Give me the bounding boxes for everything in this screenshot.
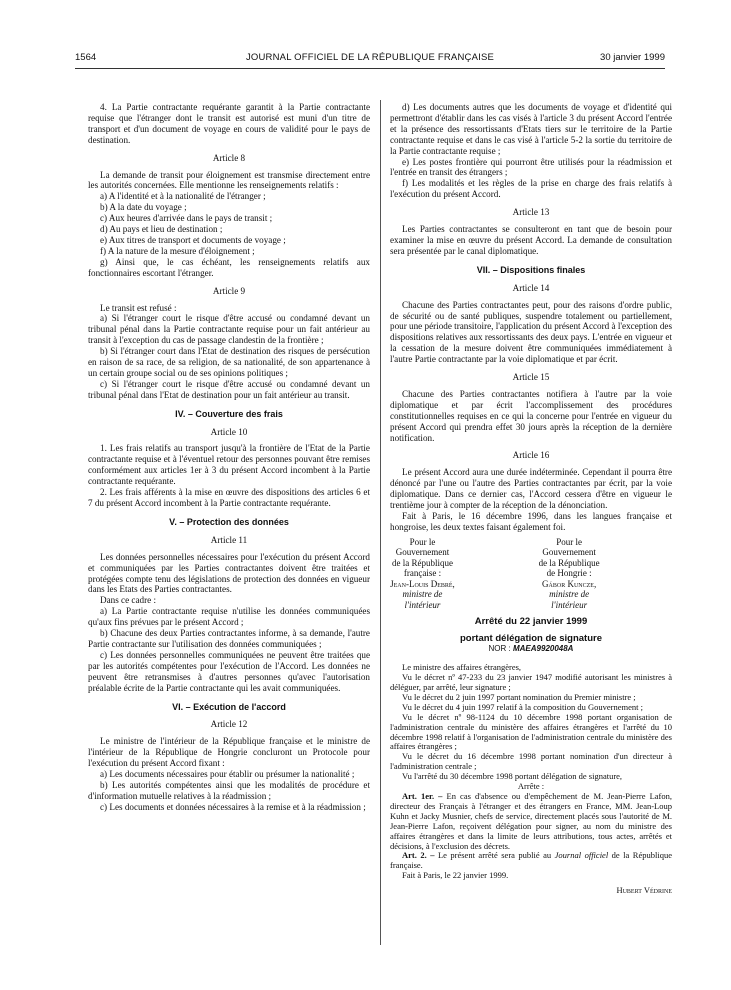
list-item: b) Chacune des deux Parties contractantes informe, à sa demande, l'autre Partie contractante sur l'utilisation des données communiquées ; [88,628,370,649]
article-heading: Article 9 [212,285,246,296]
article-heading: Article 10 [210,426,248,437]
list-item: b) A la date du voyage ; [100,202,187,213]
paragraph: 2. Les frais afférents à la mise en œuvre des dispositions des articles 6 et 7 du présent Accord incombent à la Partie contractante requérante. [88,487,370,508]
journal-officiel-ref: Journal officiel [554,850,609,861]
issue-date: 30 janvier 1999 [600,52,665,63]
list-item: f) Les modalités et les règles de la prise en charge des frais relatifs à l'exécution du présent Accord. [390,178,672,200]
visa-line: Vu le décret nº 98-1124 du 10 décembre 1998 portant organisation de l'administration centrale du ministère des affaires étrangères et l'arrêté du 10 décembre 1998 relatif à l'organisation de l'administration centrale du ministère des affaires étrangères ; [390,711,672,752]
paragraph: 4. La Partie contractante requérante garantit à la Partie contractante requise que l'étranger dont le transit est autorisé est muni d'un titre de transport et d'un document de voyage en cours de validité pour le pays de destination. [88,102,370,145]
visa-line: Vu le décret nº 47-233 du 23 janvier 1947 modifié autorisant les ministres à déléguer, par arrêté, leur signature ; [390,672,672,693]
section-heading: VII. – Dispositions finales [476,264,586,275]
signature-line: de la République de Hongrie : [538,557,600,579]
list-item: e) Aux titres de transport et documents de voyage ; [100,234,286,245]
list-item: a) La Partie contractante requise n'utilise les données communiquées qu'aux fins prévues par le présent Accord ; [88,606,370,628]
left-column [88,102,370,813]
visa-line: Vu le décret du 16 décembre 1998 portant nomination d'un directeur à l'administration centrale ; [390,751,672,772]
signature-line: Pour le Gouvernement [395,536,450,558]
paragraph: Chacune des Parties contractantes peut, pour des raisons d'ordre public, de sécurité ou de santé publiques, suspendre totalement ou partiellement, pour une période transitoire, l'application du présent Accord à l'exception des dispositions relatives aux ressortissants des deux pays. L'entrée en vigueur et la cessation de la mesure doivent être communiquées immédiatement à l'autre Partie contractante par la voie diplomatique et par écrit. [390,299,672,365]
paragraph: Le présent Accord aura une durée indéterminée. Cependant il pourra être dénoncé par l'une ou l'autre des Parties contractantes par écrit, par la voie diplomatique. Dans ce dernier cas, l'Accord cessera d'être en vigueur le trentième jour à compter de la réception de la dénonciation. [390,467,672,511]
nor-label: NOR : [488,644,511,654]
header-rule [75,68,665,69]
page-header [75,52,665,68]
list-item: c) Aux heures d'arrivée dans le pays de transit ; [100,213,273,224]
column-divider [380,100,381,945]
signatory-name: Jean-Louis Debré, [390,578,455,589]
list-item: a) Les documents nécessaires pour établir ou présumer la nationalité ; [100,769,355,780]
list-item: d) Au pays et lieu de destination ; [100,224,223,235]
signatory-role: ministre de l'intérieur [549,589,590,610]
paragraph: Les données personnelles nécessaires pour l'exécution du présent Accord et communiquées par les Parties contractantes doivent être traitées et protégées compte tenu des législations de protection des données en vigueur dans les Etats des Parties contractantes. [88,551,370,595]
section-heading: VI. – Exécution de l'accord [172,701,286,712]
signature-line: de la République française : [391,557,453,579]
article-1 [390,792,672,851]
signatory-name: Gábor Kuncze, [542,578,597,589]
list-item: d) Les documents autres que les documents de voyage et d'identité qui permettront d'établir dans les cas visés à l'article 3 du présent Accord l'entrée et la présence des ressortissants d'Etats tiers sur le territoire de la Partie contractante requise et dans le cas visé à l'article 5-2 la sortie du territoire de la Partie contractante requise ; [390,102,672,156]
visa-line: Le ministre des affaires étrangères, [402,662,522,673]
article-heading: Article 15 [512,372,550,383]
section-heading: IV. – Couverture des frais [175,408,283,419]
right-column [390,102,672,896]
visa-line: Vu le décret du 4 juin 1997 relatif à la composition du Gouvernement ; [402,701,643,712]
article-2-label: Art. 2. – [402,850,435,861]
nor-reference [390,644,672,655]
list-item: f) A la nature de la mesure d'éloignement ; [100,245,255,256]
arrete-title: Arrêté du 22 janvier 1999 [474,616,588,628]
signature-france [390,537,525,611]
signatory-role: ministre de l'intérieur [402,589,443,610]
nor-code: MAEA9920048A [512,644,574,654]
list-item: e) Les postes frontière qui pourront être utilisés pour la réadmission et l'entrée en transit des étrangers ; [390,156,672,178]
article-heading: Article 14 [512,282,550,293]
paragraph: Le transit est refusé : [100,302,177,313]
article-1-text: En cas d'absence ou d'empêchement de M. Jean-Pierre Lafon, directeur des Français à l'étranger et des étrangers en France, MM. Jean-Loup Kuhn et Jacky Musnier, chefs de service, directement placés sous l'autorité de M. Jean-Pierre Lafon, reçoivent délégation pour signer, au nom du ministre des affaires étrangères et dans la limite de leurs attributions, tous actes, arrêtés et décisions, à l'exclusion des décrets. [390,791,673,851]
list-item: a) A l'identité et à la nationalité de l'étranger ; [100,191,266,202]
signature-hungary [537,537,672,611]
paragraph: Le ministre de l'intérieur de la République française et le ministre de l'intérieur de la République de Hongrie concluront un Protocole pour l'exécution du présent Accord fixant : [88,736,370,769]
visa-line: Vu le décret du 2 juin 1997 portant nomination du Premier ministre ; [402,691,636,702]
paragraph: Les Parties contractantes se consulteront en tant que de besoin pour examiner la mise en œuvre du présent Accord. La demande de consultation sera présentée par le canal diplomatique. [390,224,672,256]
article-heading: Article 16 [512,450,550,461]
list-item: b) Les autorités compétentes ainsi que les modalités de procédure et d'information mutuelle relatives à la réadmission ; [88,779,370,801]
fait-line: Fait à Paris, le 22 janvier 1999. [402,870,509,881]
list-item: a) Si l'étranger court le risque d'être accusé ou condamné devant un tribunal pénal dans la Partie contractante requise pour un fait antérieur au transit à l'exception du cas de passage clandestin de la frontière ; [88,313,370,346]
article-2-text-a: Le présent arrêté sera publié au [437,850,555,861]
visa-line: Vu l'arrêté du 30 décembre 1998 portant délégation de signature, [402,771,623,782]
arrete-subtitle: portant délégation de signature [460,633,602,645]
list-item: c) Les documents et données nécessaires à la remise et à la réadmission ; [100,801,366,812]
paragraph: 1. Les frais relatifs au transport jusqu'à la frontière de l'Etat de la Partie contractante requise et à l'éventuel retour des personnes pouvant être remises conformément aux articles 1er à 3 du présent Accord incombent à la Partie contractante requérante. [88,443,370,487]
page-number: 1564 [75,52,97,63]
article-heading: Article 13 [512,207,550,218]
journal-title: JOURNAL OFFICIEL DE LA RÉPUBLIQUE FRANÇAISE [245,52,495,63]
list-item: g) Ainsi que, le cas échéant, les renseignements relatifs aux fonctionnaires escortant l'étranger. [88,256,370,278]
article-heading: Article 11 [210,534,248,545]
paragraph: La demande de transit pour éloignement est transmise directement entre les autorités concernées. Elle mentionne les renseignements relatifs : [88,169,370,191]
list-item: b) Si l'étranger court dans l'Etat de destination des risques de persécution en raison de sa race, de sa religion, de sa nationalité, de son appartenance à un certain groupe social ou de ses opinions politiques ; [88,346,370,378]
article-2 [390,851,672,871]
signatory-name: Hubert Védrine [616,885,672,896]
article-1-label: Art. 1er. – [402,791,443,801]
arrete-body [390,663,672,896]
article-heading: Article 8 [212,152,246,163]
list-item: c) Si l'étranger court le risque d'être accusé ou condamné devant un tribunal pénal dans l'Etat de destination pour un fait antérieur au transit. [88,378,370,400]
paragraph: Fait à Paris, le 16 décembre 1996, dans les langues française et hongroise, les deux textes faisant également foi. [390,511,672,532]
article-heading: Article 12 [210,719,248,730]
paragraph: Dans ce cadre : [100,595,156,606]
signature-line: Pour le Gouvernement [542,536,596,558]
section-heading: V. – Protection des données [169,516,289,527]
article-2-text-c: de la République française. [390,850,672,871]
list-item: c) Les données personnelles communiquées ne peuvent être traitées que par les autorités compétentes pour l'exécution de l'Accord. Les données ne peuvent être retransmises à d'autres personnes qu'avec l'autorisation préalable écrite de la Partie contractante qui les avait communiquées. [88,649,370,693]
signature-block [390,537,672,611]
paragraph: Chacune des Parties contractantes notifiera à l'autre par la voie diplomatique et par écrit l'accomplissement des procédures constitutionnelles requises en ce qui la concerne pour l'entrée en vigueur du présent Accord qui prendra effet 30 jours après la réception de la dernière notification. [390,388,672,443]
arrete-label: Arrête : [517,781,545,792]
